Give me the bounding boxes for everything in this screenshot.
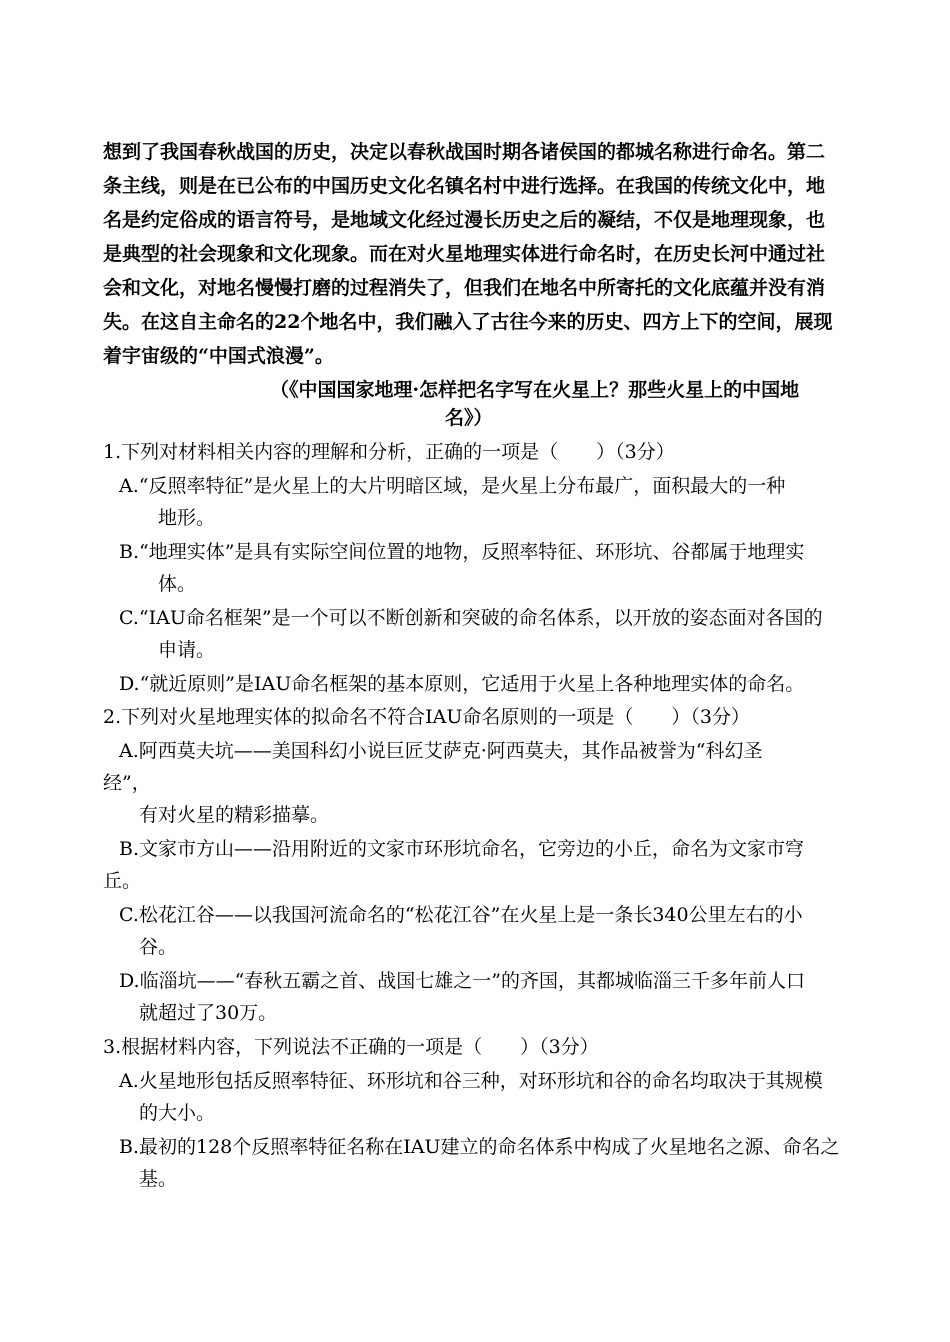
source-citation: （《中国国家地理·怎样把名字写在火星上？那些火星上的中国地 bbox=[270, 379, 800, 401]
q3-option-a: A.火星地形包括反照率特征、环形坑和谷三种，对环形坑和谷的命名均取决于其规模 bbox=[119, 1070, 823, 1092]
q2-option-b: B.文家市方山——沿用附近的文家市环形坑命名，它旁边的小丘，命名为文家市穹 bbox=[119, 838, 805, 860]
passage-line: 着宇宙级的“中国式浪漫”。 bbox=[103, 345, 334, 367]
q3-option-b: 基。 bbox=[139, 1168, 178, 1190]
source-citation: 名》） bbox=[445, 407, 493, 429]
q2-option-a: 经”， bbox=[103, 772, 151, 794]
q2-option-a: 有对火星的精彩描摹。 bbox=[139, 804, 330, 826]
q2-option-d: D.临淄坑——“春秋五霸之首、战国七雄之一”的齐国，其都城临淄三千多年前人口 bbox=[119, 970, 806, 992]
q2-option-c: 谷。 bbox=[139, 936, 178, 958]
q2-option-c: C.松花江谷——以我国河流命名的“松花江谷”在火星上是一条长340公里左右的小 bbox=[119, 904, 803, 926]
q1-option-b: 体。 bbox=[158, 573, 197, 595]
passage-line: 名是约定俗成的语言符号，是地域文化经过漫长历史之后的凝结，不仅是地理现象，也 bbox=[103, 209, 826, 231]
q2-option-d: 就超过了30万。 bbox=[139, 1002, 278, 1024]
q1-option-b: B.“地理实体”是具有实际空间位置的地物，反照率特征、环形坑、谷都属于地理实 bbox=[119, 541, 805, 563]
q3-option-a: 的大小。 bbox=[139, 1102, 216, 1124]
question-1-stem: 1.下列对材料相关内容的理解和分析，正确的一项是（ ）（3分） bbox=[103, 441, 675, 463]
question-3-stem: 3.根据材料内容，下列说法不正确的一项是（ ）（3分） bbox=[103, 1036, 599, 1058]
q1-option-d: D.“就近原则”是IAU命名框架的基本原则，它适用于火星上各种地理实体的命名。 bbox=[119, 673, 805, 695]
q1-option-a: A.“反照率特征”是火星上的大片明暗区域，是火星上分布最广，面积最大的一种 bbox=[119, 475, 786, 497]
q2-option-b: 丘。 bbox=[103, 870, 142, 892]
passage-line: 会和文化，对地名慢慢打磨的过程消失了，但我们在地名中所寄托的文化底蕴并没有消 bbox=[103, 277, 826, 299]
q1-option-c: C.“IAU命名框架”是一个可以不断创新和突破的命名体系，以开放的姿态面对各国的 bbox=[119, 607, 823, 629]
passage-line: 条主线，则是在已公布的中国历史文化名镇名村中进行选择。在我国的传统文化中，地 bbox=[103, 175, 826, 197]
passage-line: 想到了我国春秋战国的历史，决定以春秋战国时期各诸侯国的都城名称进行命名。第二 bbox=[103, 141, 826, 163]
question-2-stem: 2.下列对火星地理实体的拟命名不符合IAU命名原则的一项是（ ）（3分） bbox=[103, 706, 750, 728]
q1-option-a: 地形。 bbox=[158, 507, 216, 529]
q3-option-b: B.最初的128个反照率特征名称在IAU建立的命名体系中构成了火星地名之源、命名之 bbox=[119, 1136, 840, 1158]
passage-line: 失。在这自主命名的22个地名中，我们融入了古往今来的历史、四方上下的空间，展现 bbox=[103, 311, 833, 333]
q2-option-a: A.阿西莫夫坑——美国科幻小说巨匠艾萨克·阿西莫夫，其作品被誉为“科幻圣 bbox=[119, 740, 763, 762]
q1-option-c: 申请。 bbox=[158, 639, 216, 661]
passage-line: 是典型的社会现象和文化现象。而在对火星地理实体进行命名时，在历史长河中通过社 bbox=[103, 243, 826, 265]
